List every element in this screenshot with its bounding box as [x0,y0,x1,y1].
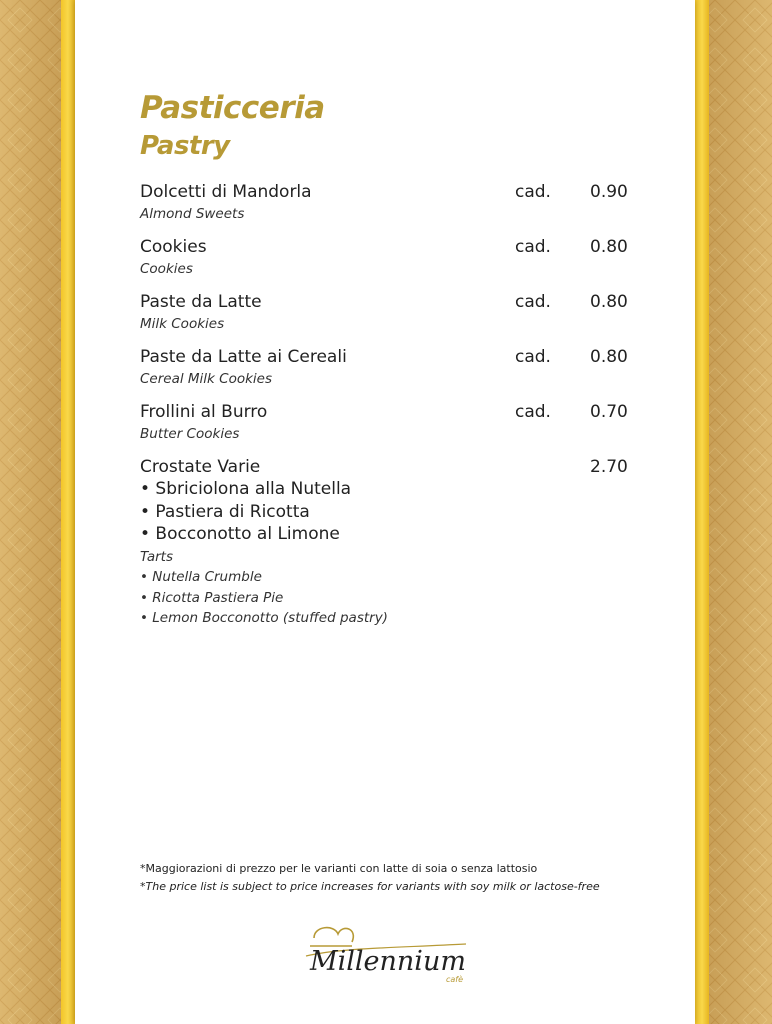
menu-item-cookies [140,236,640,280]
footnote-it: *Maggiorazioni di prezzo per le varianti con latte di soia o senza lattosio [140,862,538,875]
menu-item-milk-cookies [140,291,640,335]
menu-item-tarts [140,456,640,629]
item-unit: cad. [515,237,551,257]
menu-item-almond-sweets [140,181,640,225]
tart-variant-it: • Sbriciolona alla Nutella [140,479,352,499]
item-price: 0.80 [590,237,628,257]
item-name-it: Paste da Latte ai Cereali [140,347,347,367]
item-price: 0.80 [590,347,628,367]
item-unit: cad. [515,292,551,312]
tart-variant-en: • Lemon Bocconotto (stuffed pastry) [140,610,388,626]
item-name-it: Crostate Varie [140,457,261,477]
menu-item-cereal-milk-cookies [140,346,640,390]
item-name-it: Cookies [140,237,207,257]
menu-item-butter-cookies [140,401,640,445]
tart-variant-it: • Bocconotto al Limone [140,524,340,544]
item-name-en: Cookies [140,261,193,277]
footnote-en: *The price list is subject to price increases for variants with soy milk or lactose-free [140,880,600,893]
item-price: 0.80 [590,292,628,312]
item-price: 2.70 [590,457,628,477]
logo-subtext: cafè [446,975,464,984]
item-price: 0.70 [590,402,628,422]
item-unit: cad. [515,402,551,422]
item-name-it: Dolcetti di Mandorla [140,182,312,202]
item-name-en: Milk Cookies [140,316,225,332]
left-gold-strip [61,0,75,1024]
page-title: Pasticceria [140,90,325,126]
item-name-it: Paste da Latte [140,292,262,312]
item-unit: cad. [515,182,551,202]
page-subtitle: Pastry [140,131,230,161]
tart-variant-en: • Ricotta Pastiera Pie [140,589,284,606]
item-name-en: Almond Sweets [140,206,245,222]
item-price: 0.90 [590,182,628,202]
millennium-cafe-logo [300,918,475,988]
right-gold-strip [695,0,709,1024]
tart-variant-en: • Nutella Crumble [140,569,262,585]
item-name-en: Butter Cookies [140,426,240,442]
tart-variant-it: • Pastiera di Ricotta [140,501,310,522]
item-name-en: Tarts [140,548,173,565]
logo-text: Millennium [310,946,466,977]
item-unit: cad. [515,347,551,367]
item-name-it: Frollini al Burro [140,402,268,422]
item-name-en: Cereal Milk Cookies [140,371,273,387]
